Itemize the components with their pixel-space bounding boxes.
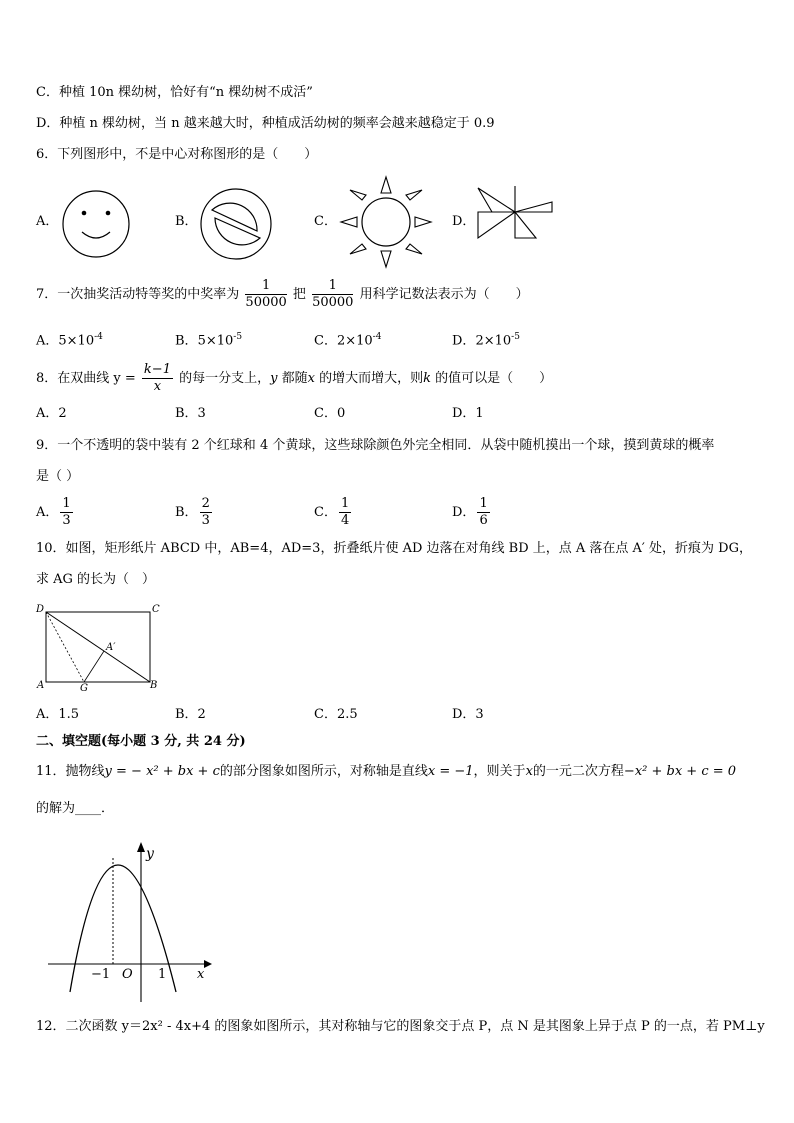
q9-option-a: A． $\frac{1}{3}$ bbox=[36, 496, 71, 528]
q9-stem-line2: 是（ ） bbox=[36, 469, 80, 484]
origin-label: O bbox=[122, 967, 133, 982]
q6-stem: 6．下列图形中，不是中心对称图形的是（ ） bbox=[36, 147, 318, 162]
q11-eq2: x = −1 bbox=[427, 764, 474, 779]
parabola-graph bbox=[40, 836, 220, 1008]
q8-var-x: x bbox=[307, 371, 315, 386]
q8-option-a: A．2 bbox=[36, 406, 67, 421]
q7-frac-den-1: 50000 bbox=[245, 295, 287, 310]
q8-frac-num: k−1 bbox=[143, 362, 171, 377]
q8-stem-part-a: 8．在双曲线 y = bbox=[36, 371, 136, 386]
q10-option-a: A．1.5 bbox=[36, 707, 80, 722]
q11-eq1: y = − x² + bx + c bbox=[104, 764, 220, 779]
q8-stem-part-c: 都随 bbox=[281, 371, 308, 386]
q6-label-c: C． bbox=[314, 214, 337, 229]
q11-eq3: −x² + bx + c = 0 bbox=[623, 764, 737, 779]
q7-option-d: D．$2\times 10^{-5}$ bbox=[452, 332, 520, 349]
q11-part-b: 的部分图象如图所示，对称轴是直线 bbox=[219, 764, 428, 779]
q6-label-a: A． bbox=[36, 214, 59, 229]
q8-stem-part-b: 的每一分支上， bbox=[179, 371, 271, 386]
q7-frac-den-2: 50000 bbox=[312, 295, 354, 310]
q7-stem-part-c: 用科学记数法表示为（ ） bbox=[359, 287, 529, 302]
q7-fraction-1 bbox=[245, 278, 286, 311]
q6-label-b: B． bbox=[175, 214, 198, 229]
smiley-face-figure bbox=[60, 188, 132, 260]
label-a: A bbox=[37, 680, 45, 691]
q9-option-b: B． $\frac{2}{3}$ bbox=[175, 496, 210, 528]
q10-option-d: D．3 bbox=[452, 707, 484, 722]
axis-label-x: x bbox=[197, 967, 205, 982]
q7-option-b: B．$5\times 10^{-5}$ bbox=[175, 332, 243, 349]
q12-stem-line1: 12．二次函数 y＝2x² - 4x+4 的图象如图所示，其对称轴与它的图象交于点 P，点 N 是其图象上异于点 P 的一点，若 PM⊥y bbox=[36, 1019, 765, 1034]
q7-option-c: C．$2\times 10^{-4}$ bbox=[314, 332, 382, 349]
label-a-prime: A′ bbox=[106, 642, 116, 653]
q11-part-a: 11．抛物线 bbox=[36, 764, 105, 779]
section-title: 二、填空题(每小题 3 分, 共 24 分) bbox=[36, 734, 246, 749]
q7-option-a: A．$5\times 10^{-4}$ bbox=[36, 332, 103, 349]
q10-stem-line1: 10．如图，矩形纸片 ABCD 中，AB=4，AD=3，折叠纸片使 AD 边落在对角线 BD 上，点 A 落在点 A′ 处，折痕为 DG， bbox=[36, 541, 752, 556]
q11-part-c: ，则关于 bbox=[473, 764, 526, 779]
q11-stem-line1 bbox=[36, 763, 736, 781]
q9-option-d: D． $\frac{1}{6}$ bbox=[452, 496, 488, 528]
q7-stem bbox=[36, 278, 529, 312]
q8-stem bbox=[36, 362, 552, 396]
q5-option-c: C．种植 10n 棵幼树，恰好有“n 棵幼树不成活” bbox=[36, 85, 313, 100]
q8-var-k: k bbox=[423, 371, 432, 386]
label-g: G bbox=[80, 683, 88, 692]
q8-option-d: D．1 bbox=[452, 406, 484, 421]
q8-fraction bbox=[142, 362, 173, 395]
q8-var-y: y bbox=[270, 371, 278, 386]
q11-stem-line2: 的解为____． bbox=[36, 801, 115, 816]
tick-1: 1 bbox=[158, 967, 167, 982]
q7-frac-num-2: 1 bbox=[312, 278, 353, 295]
tick-neg1: −1 bbox=[91, 967, 111, 982]
rectangle-fold-figure bbox=[34, 600, 166, 692]
q8-option-b: B．3 bbox=[175, 406, 206, 421]
pinwheel-figure bbox=[474, 182, 556, 242]
label-b: B bbox=[150, 680, 158, 691]
q8-stem-part-d: 的增大而增大，则 bbox=[319, 371, 424, 386]
q10-option-b: B．2 bbox=[175, 707, 206, 722]
q7-fraction-2 bbox=[312, 278, 353, 311]
q8-frac-den: x bbox=[153, 379, 162, 394]
q10-option-c: C．2.5 bbox=[314, 707, 358, 722]
q9-stem-line1: 9．一个不透明的袋中装有 2 个红球和 4 个黄球，这些球除颜色外完全相同．从袋中随机摸出一个球，摸到黄球的概率 bbox=[36, 438, 715, 453]
q7-stem-part-a: 7．一次抽奖活动特等奖的中奖率为 bbox=[36, 287, 240, 302]
label-c: C bbox=[152, 604, 160, 615]
axis-label-y: y bbox=[146, 846, 154, 862]
sun-figure bbox=[336, 172, 436, 272]
q7-frac-num-1: 1 bbox=[245, 278, 286, 295]
q8-stem-part-e: 的值可以是（ ） bbox=[435, 371, 553, 386]
q7-stem-part-b: 把 bbox=[292, 287, 306, 302]
q6-label-d: D． bbox=[452, 214, 476, 229]
q9-option-c: C． $\frac{1}{4}$ bbox=[314, 496, 350, 528]
q10-stem-line2: 求 AG 的长为（ ） bbox=[36, 572, 156, 587]
q5-option-d: D．种植 n 棵幼树，当 n 越来越大时，种植成活幼树的频率会越来越稳定于 0.9 bbox=[36, 116, 495, 131]
q11-var-x: x bbox=[525, 764, 533, 779]
label-d: D bbox=[36, 604, 45, 615]
q11-part-d: 的一元二次方程 bbox=[532, 764, 624, 779]
q8-option-c: C．0 bbox=[314, 406, 346, 421]
prohibition-sign-figure bbox=[198, 186, 274, 262]
